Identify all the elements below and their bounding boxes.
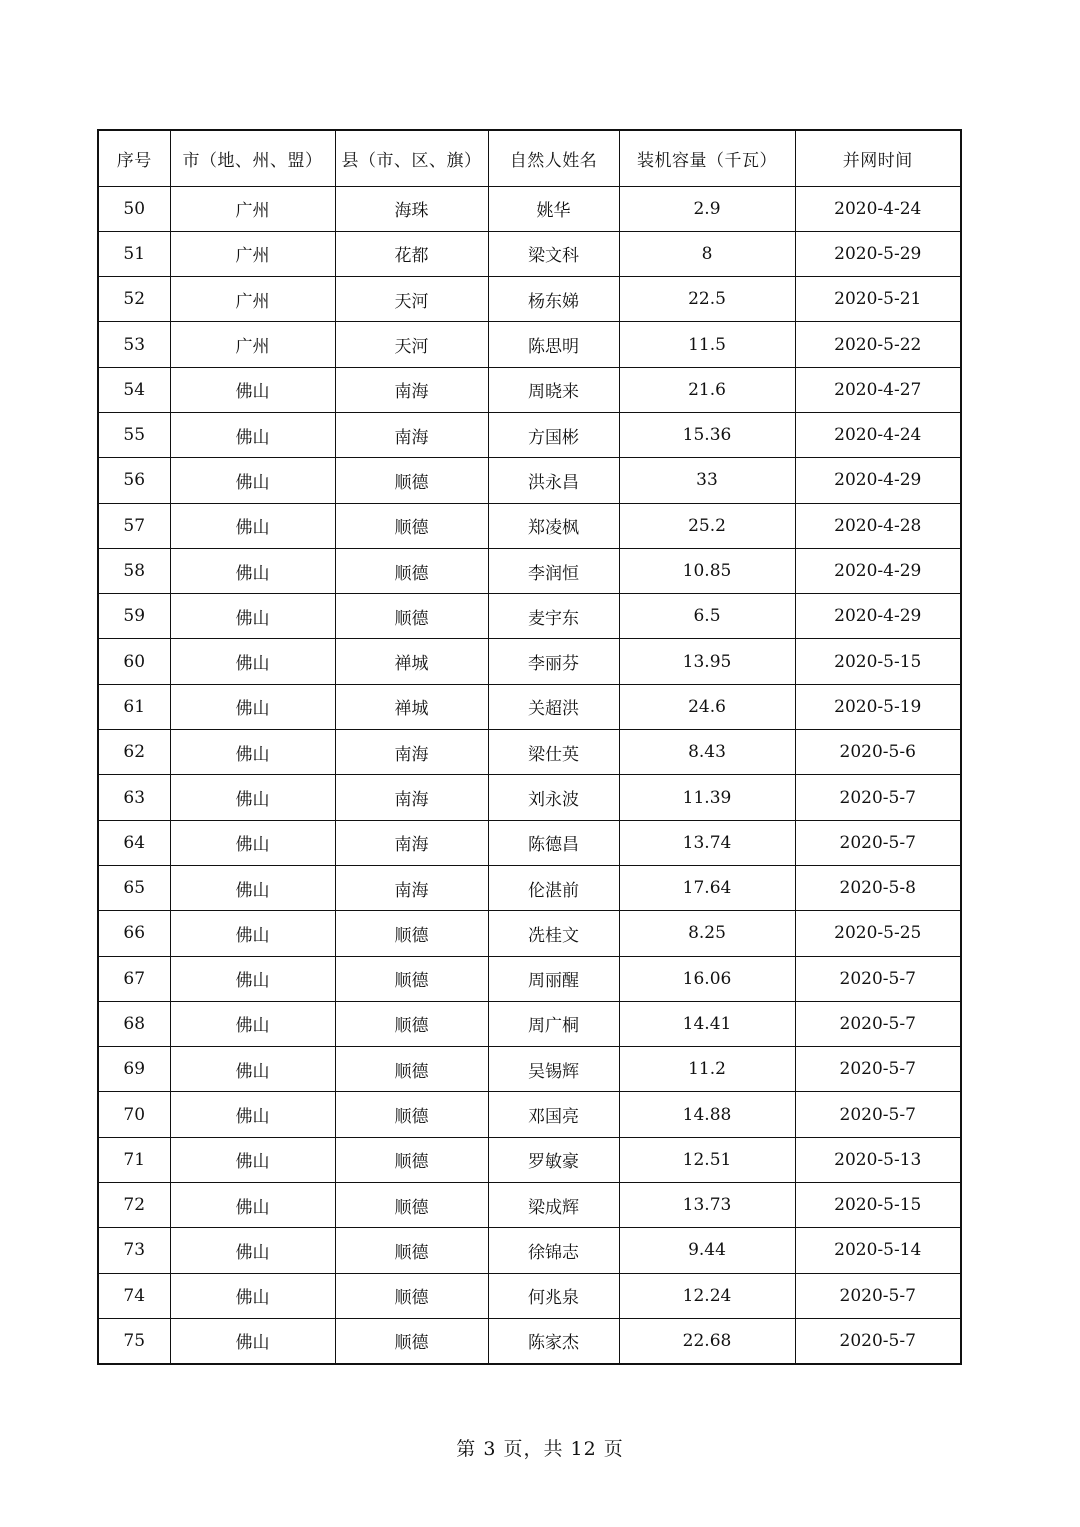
cell-grid-date: 2020-5-7 bbox=[795, 956, 961, 1001]
cell-person-name: 方国彬 bbox=[488, 412, 619, 457]
cell-serial: 55 bbox=[98, 412, 170, 457]
cell-serial: 53 bbox=[98, 322, 170, 367]
table-row bbox=[98, 503, 961, 548]
cell-capacity: 8 bbox=[619, 231, 795, 276]
cell-county: 禅城 bbox=[335, 639, 488, 684]
cell-serial: 73 bbox=[98, 1228, 170, 1273]
cell-city: 佛山 bbox=[170, 1183, 335, 1228]
cell-city: 佛山 bbox=[170, 1092, 335, 1137]
cell-serial: 58 bbox=[98, 548, 170, 593]
cell-county: 顺德 bbox=[335, 1092, 488, 1137]
cell-capacity: 22.5 bbox=[619, 277, 795, 322]
cell-person-name: 陈家杰 bbox=[488, 1318, 619, 1363]
cell-person-name: 周晓来 bbox=[488, 367, 619, 412]
table-row bbox=[98, 1183, 961, 1228]
cell-county: 顺德 bbox=[335, 1047, 488, 1092]
cell-city: 佛山 bbox=[170, 684, 335, 729]
header-person-name: 自然人姓名 bbox=[488, 130, 619, 186]
cell-grid-date: 2020-5-7 bbox=[795, 1318, 961, 1363]
table-row bbox=[98, 186, 961, 231]
table-row bbox=[98, 956, 961, 1001]
cell-county: 南海 bbox=[335, 820, 488, 865]
cell-grid-date: 2020-5-7 bbox=[795, 1092, 961, 1137]
cell-person-name: 梁成辉 bbox=[488, 1183, 619, 1228]
cell-person-name: 杨东娣 bbox=[488, 277, 619, 322]
cell-grid-date: 2020-4-29 bbox=[795, 548, 961, 593]
cell-grid-date: 2020-5-6 bbox=[795, 730, 961, 775]
cell-capacity: 14.88 bbox=[619, 1092, 795, 1137]
cell-serial: 51 bbox=[98, 231, 170, 276]
table-row bbox=[98, 1318, 961, 1363]
cell-capacity: 13.95 bbox=[619, 639, 795, 684]
cell-city: 佛山 bbox=[170, 503, 335, 548]
cell-city: 佛山 bbox=[170, 1318, 335, 1363]
cell-grid-date: 2020-5-22 bbox=[795, 322, 961, 367]
cell-county: 顺德 bbox=[335, 1273, 488, 1318]
cell-capacity: 8.25 bbox=[619, 911, 795, 956]
cell-serial: 50 bbox=[98, 186, 170, 231]
table-row bbox=[98, 911, 961, 956]
cell-capacity: 2.9 bbox=[619, 186, 795, 231]
cell-county: 顺德 bbox=[335, 458, 488, 503]
cell-capacity: 12.51 bbox=[619, 1137, 795, 1182]
cell-city: 佛山 bbox=[170, 639, 335, 684]
cell-person-name: 洪永昌 bbox=[488, 458, 619, 503]
cell-person-name: 邓国亮 bbox=[488, 1092, 619, 1137]
cell-grid-date: 2020-5-19 bbox=[795, 684, 961, 729]
cell-city: 佛山 bbox=[170, 1228, 335, 1273]
cell-city: 佛山 bbox=[170, 820, 335, 865]
table-row bbox=[98, 1092, 961, 1137]
table-row bbox=[98, 322, 961, 367]
header-grid-date: 并网时间 bbox=[795, 130, 961, 186]
cell-person-name: 周广桐 bbox=[488, 1001, 619, 1046]
cell-serial: 68 bbox=[98, 1001, 170, 1046]
cell-county: 顺德 bbox=[335, 956, 488, 1001]
cell-serial: 67 bbox=[98, 956, 170, 1001]
table-row bbox=[98, 820, 961, 865]
cell-person-name: 刘永波 bbox=[488, 775, 619, 820]
cell-person-name: 梁仕英 bbox=[488, 730, 619, 775]
cell-capacity: 14.41 bbox=[619, 1001, 795, 1046]
cell-city: 广州 bbox=[170, 277, 335, 322]
cell-county: 顺德 bbox=[335, 1318, 488, 1363]
header-city: 市（地、州、盟） bbox=[170, 130, 335, 186]
table-row bbox=[98, 277, 961, 322]
cell-serial: 71 bbox=[98, 1137, 170, 1182]
cell-city: 佛山 bbox=[170, 548, 335, 593]
cell-capacity: 16.06 bbox=[619, 956, 795, 1001]
table-row bbox=[98, 458, 961, 503]
cell-person-name: 李丽芬 bbox=[488, 639, 619, 684]
cell-capacity: 33 bbox=[619, 458, 795, 503]
cell-county: 顺德 bbox=[335, 1137, 488, 1182]
cell-city: 佛山 bbox=[170, 1047, 335, 1092]
cell-grid-date: 2020-5-21 bbox=[795, 277, 961, 322]
registration-table bbox=[97, 129, 962, 1365]
cell-grid-date: 2020-5-7 bbox=[795, 1273, 961, 1318]
cell-person-name: 吴锡辉 bbox=[488, 1047, 619, 1092]
cell-county: 南海 bbox=[335, 367, 488, 412]
cell-city: 佛山 bbox=[170, 911, 335, 956]
cell-grid-date: 2020-5-7 bbox=[795, 1001, 961, 1046]
cell-person-name: 姚华 bbox=[488, 186, 619, 231]
cell-county: 顺德 bbox=[335, 1183, 488, 1228]
cell-county: 顺德 bbox=[335, 1228, 488, 1273]
header-capacity: 装机容量（千瓦） bbox=[619, 130, 795, 186]
table-row bbox=[98, 548, 961, 593]
cell-grid-date: 2020-5-25 bbox=[795, 911, 961, 956]
cell-county: 海珠 bbox=[335, 186, 488, 231]
cell-grid-date: 2020-5-29 bbox=[795, 231, 961, 276]
cell-person-name: 何兆泉 bbox=[488, 1273, 619, 1318]
table-row bbox=[98, 639, 961, 684]
cell-grid-date: 2020-4-27 bbox=[795, 367, 961, 412]
cell-capacity: 9.44 bbox=[619, 1228, 795, 1273]
cell-capacity: 11.39 bbox=[619, 775, 795, 820]
cell-person-name: 徐锦志 bbox=[488, 1228, 619, 1273]
cell-capacity: 8.43 bbox=[619, 730, 795, 775]
table-body bbox=[98, 186, 961, 1364]
cell-capacity: 15.36 bbox=[619, 412, 795, 457]
cell-serial: 69 bbox=[98, 1047, 170, 1092]
cell-city: 佛山 bbox=[170, 412, 335, 457]
cell-grid-date: 2020-4-28 bbox=[795, 503, 961, 548]
cell-grid-date: 2020-5-8 bbox=[795, 865, 961, 910]
cell-county: 禅城 bbox=[335, 684, 488, 729]
table-row bbox=[98, 730, 961, 775]
header-county: 县（市、区、旗） bbox=[335, 130, 488, 186]
cell-county: 天河 bbox=[335, 322, 488, 367]
cell-person-name: 伦湛前 bbox=[488, 865, 619, 910]
table-row bbox=[98, 367, 961, 412]
cell-grid-date: 2020-5-15 bbox=[795, 1183, 961, 1228]
cell-person-name: 罗敏豪 bbox=[488, 1137, 619, 1182]
cell-city: 佛山 bbox=[170, 594, 335, 639]
cell-county: 顺德 bbox=[335, 911, 488, 956]
cell-county: 顺德 bbox=[335, 594, 488, 639]
table-row bbox=[98, 1001, 961, 1046]
cell-grid-date: 2020-4-24 bbox=[795, 412, 961, 457]
cell-serial: 52 bbox=[98, 277, 170, 322]
cell-serial: 70 bbox=[98, 1092, 170, 1137]
cell-serial: 62 bbox=[98, 730, 170, 775]
cell-serial: 72 bbox=[98, 1183, 170, 1228]
cell-city: 佛山 bbox=[170, 1001, 335, 1046]
cell-county: 顺德 bbox=[335, 548, 488, 593]
header-serial: 序号 bbox=[98, 130, 170, 186]
cell-capacity: 24.6 bbox=[619, 684, 795, 729]
cell-grid-date: 2020-5-7 bbox=[795, 775, 961, 820]
cell-county: 花都 bbox=[335, 231, 488, 276]
cell-capacity: 11.5 bbox=[619, 322, 795, 367]
cell-grid-date: 2020-5-15 bbox=[795, 639, 961, 684]
cell-serial: 64 bbox=[98, 820, 170, 865]
cell-serial: 74 bbox=[98, 1273, 170, 1318]
cell-city: 佛山 bbox=[170, 1273, 335, 1318]
cell-grid-date: 2020-5-7 bbox=[795, 820, 961, 865]
cell-serial: 65 bbox=[98, 865, 170, 910]
cell-capacity: 21.6 bbox=[619, 367, 795, 412]
cell-city: 广州 bbox=[170, 186, 335, 231]
cell-city: 佛山 bbox=[170, 956, 335, 1001]
table-row bbox=[98, 1137, 961, 1182]
cell-person-name: 李润恒 bbox=[488, 548, 619, 593]
cell-person-name: 麦宇东 bbox=[488, 594, 619, 639]
cell-city: 佛山 bbox=[170, 1137, 335, 1182]
cell-person-name: 周丽醒 bbox=[488, 956, 619, 1001]
cell-person-name: 梁文科 bbox=[488, 231, 619, 276]
cell-serial: 59 bbox=[98, 594, 170, 639]
cell-capacity: 10.85 bbox=[619, 548, 795, 593]
cell-person-name: 关超洪 bbox=[488, 684, 619, 729]
cell-city: 佛山 bbox=[170, 458, 335, 503]
cell-serial: 54 bbox=[98, 367, 170, 412]
table-row bbox=[98, 684, 961, 729]
cell-capacity: 6.5 bbox=[619, 594, 795, 639]
cell-grid-date: 2020-4-29 bbox=[795, 594, 961, 639]
cell-serial: 56 bbox=[98, 458, 170, 503]
cell-capacity: 22.68 bbox=[619, 1318, 795, 1363]
cell-city: 佛山 bbox=[170, 367, 335, 412]
cell-capacity: 17.64 bbox=[619, 865, 795, 910]
cell-county: 南海 bbox=[335, 775, 488, 820]
cell-grid-date: 2020-5-7 bbox=[795, 1047, 961, 1092]
cell-county: 南海 bbox=[335, 865, 488, 910]
cell-person-name: 陈思明 bbox=[488, 322, 619, 367]
cell-serial: 66 bbox=[98, 911, 170, 956]
cell-capacity: 13.74 bbox=[619, 820, 795, 865]
cell-city: 佛山 bbox=[170, 730, 335, 775]
cell-city: 佛山 bbox=[170, 775, 335, 820]
cell-county: 南海 bbox=[335, 412, 488, 457]
cell-county: 南海 bbox=[335, 730, 488, 775]
cell-grid-date: 2020-4-24 bbox=[795, 186, 961, 231]
cell-person-name: 陈德昌 bbox=[488, 820, 619, 865]
cell-county: 顺德 bbox=[335, 503, 488, 548]
cell-capacity: 11.2 bbox=[619, 1047, 795, 1092]
cell-county: 天河 bbox=[335, 277, 488, 322]
cell-person-name: 郑凌枫 bbox=[488, 503, 619, 548]
cell-city: 佛山 bbox=[170, 865, 335, 910]
table-header-row bbox=[98, 130, 961, 186]
cell-county: 顺德 bbox=[335, 1001, 488, 1046]
cell-serial: 75 bbox=[98, 1318, 170, 1363]
cell-grid-date: 2020-5-13 bbox=[795, 1137, 961, 1182]
cell-city: 广州 bbox=[170, 322, 335, 367]
table-row bbox=[98, 1047, 961, 1092]
cell-serial: 63 bbox=[98, 775, 170, 820]
cell-person-name: 冼桂文 bbox=[488, 911, 619, 956]
cell-city: 广州 bbox=[170, 231, 335, 276]
cell-grid-date: 2020-5-14 bbox=[795, 1228, 961, 1273]
cell-grid-date: 2020-4-29 bbox=[795, 458, 961, 503]
cell-serial: 61 bbox=[98, 684, 170, 729]
table-row bbox=[98, 1228, 961, 1273]
cell-capacity: 13.73 bbox=[619, 1183, 795, 1228]
page-number-footer: 第 3 页，共 12 页 bbox=[456, 1438, 624, 1460]
cell-capacity: 25.2 bbox=[619, 503, 795, 548]
cell-capacity: 12.24 bbox=[619, 1273, 795, 1318]
table-row bbox=[98, 231, 961, 276]
table-row bbox=[98, 594, 961, 639]
cell-serial: 60 bbox=[98, 639, 170, 684]
table-row bbox=[98, 865, 961, 910]
table-row bbox=[98, 775, 961, 820]
table-row bbox=[98, 1273, 961, 1318]
table-row bbox=[98, 412, 961, 457]
cell-serial: 57 bbox=[98, 503, 170, 548]
